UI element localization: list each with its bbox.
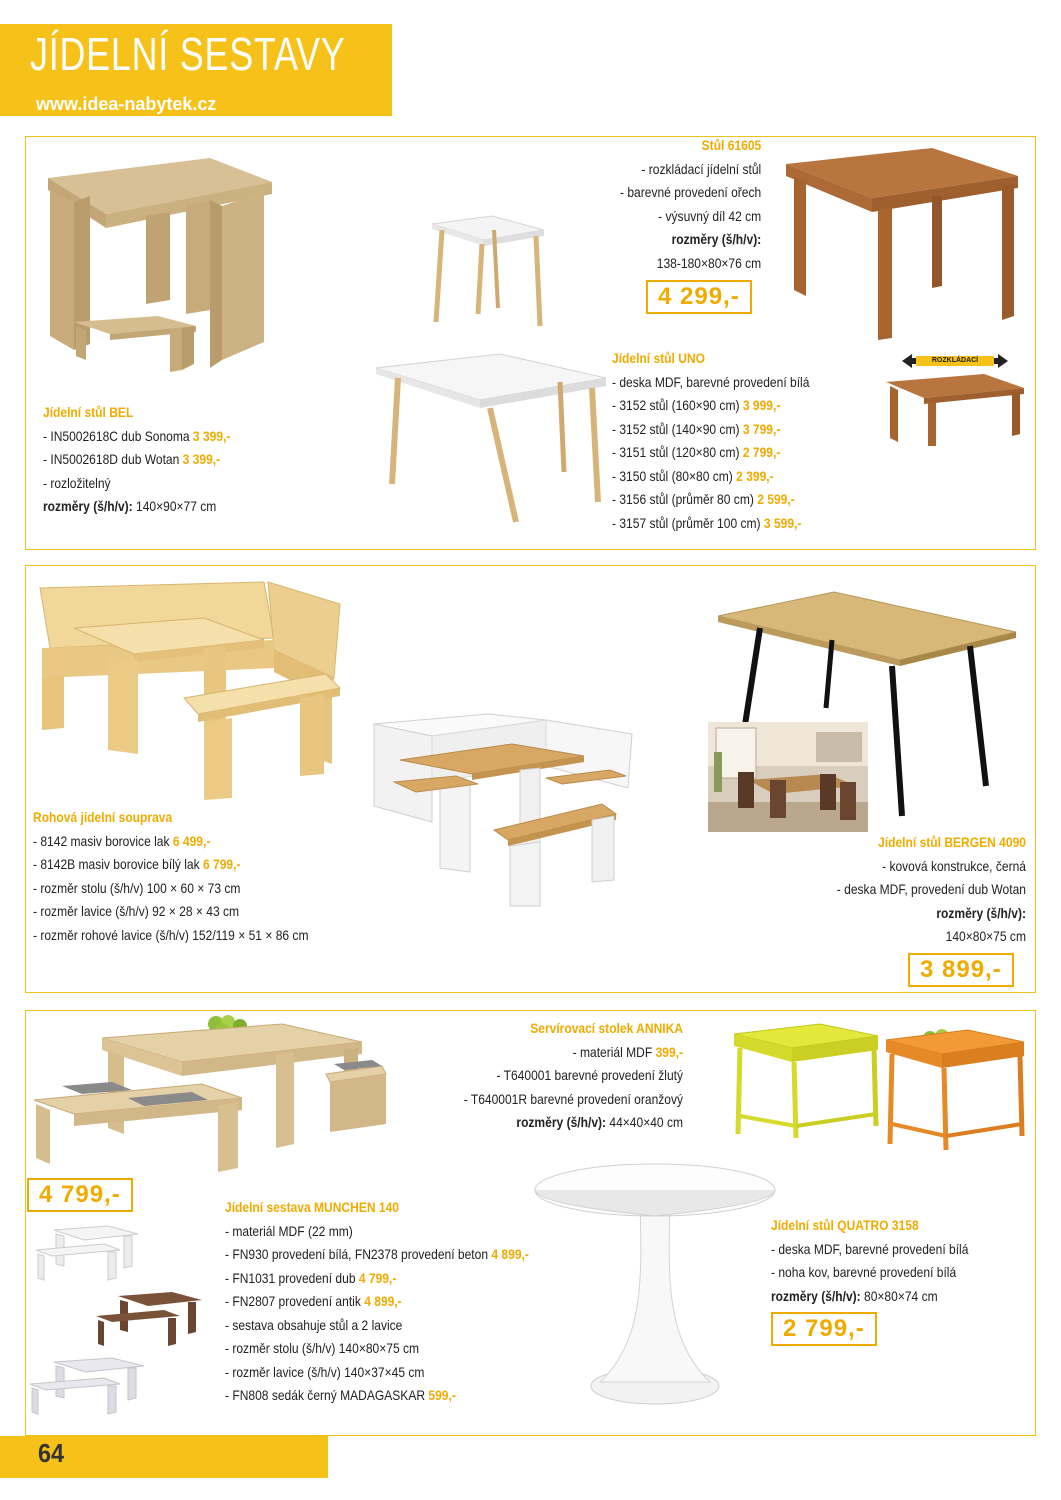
munchen-antik-variant-image	[28, 1358, 146, 1416]
annika-title: Servírovací stolek ANNIKA	[530, 1020, 683, 1036]
munchen-line: - FN1031 provedení dub 4 799,-	[225, 1269, 397, 1286]
bergen-description	[837, 831, 1026, 949]
stul61605-dims-label: rozměry (š/h/v):	[671, 231, 761, 247]
bergen-room-photo	[708, 722, 868, 832]
uno-line: - 3157 stůl (průměr 100 cm) 3 599,-	[612, 514, 802, 531]
munchen-line: - FN930 provedení bílá, FN2378 provedení beton 4 899,-	[225, 1246, 529, 1262]
stul61605-description	[620, 134, 761, 275]
quatro-table-image	[532, 1160, 778, 1416]
rohova-line: - rozměr stolu (š/h/v) 100 × 60 × 73 cm	[33, 879, 241, 896]
stul61605-line: - rozkládací jídelní stůl	[641, 160, 761, 177]
bergen-dims-value: 140×80×75 cm	[945, 928, 1026, 944]
bel-line: - IN5002618D dub Wotan 3 399,-	[43, 451, 221, 467]
uno-description	[612, 347, 809, 535]
bergen-line: - deska MDF, provedení dub Wotan	[836, 881, 1026, 897]
stul61605-dims-value: 138-180×80×76 cm	[656, 254, 761, 271]
stul61605-price: 4 299,-	[646, 280, 752, 314]
uno-title: Jídelní stůl UNO	[612, 350, 705, 366]
bergen-line: - kovová konstrukce, černá	[882, 857, 1026, 874]
annika-line: - T640001 barevné provedení žlutý	[496, 1067, 683, 1083]
rohova-line: - 8142B masiv borovice bílý lak 6 799,-	[33, 856, 241, 872]
quatro-description	[771, 1214, 968, 1308]
bel-description	[43, 401, 230, 519]
stul61605-extended-image	[884, 372, 1026, 448]
munchen-line: - FN808 sedák černý MADAGASKAR 599,-	[225, 1387, 456, 1403]
annika-yellow-image	[730, 1022, 882, 1140]
page-title: JÍDELNÍ SESTAVY	[30, 28, 346, 80]
uno-line: - deska MDF, barevné provedení bílá	[612, 373, 810, 390]
uno-line: - 3152 stůl (160×90 cm) 3 999,-	[612, 397, 781, 413]
munchen-line: - rozměr stolu (š/h/v) 140×80×75 cm	[225, 1340, 420, 1356]
quatro-title: Jídelní stůl QUATRO 3158	[771, 1217, 919, 1233]
stul61605-line: - výsuvný díl 42 cm	[657, 207, 761, 224]
munchen-description	[225, 1196, 529, 1408]
munchen-line: - materiál MDF (22 mm)	[225, 1222, 353, 1239]
stul61605-table-image	[782, 146, 1022, 342]
bergen-dims-label: rozměry (š/h/v):	[936, 904, 1026, 921]
bel-line: - IN5002618C dub Sonoma 3 399,-	[43, 427, 231, 444]
annika-dimensions: rozměry (š/h/v): 44×40×40 cm	[516, 1114, 683, 1130]
quatro-dimensions: rozměry (š/h/v): 80×80×74 cm	[771, 1287, 938, 1304]
bel-title: Jídelní stůl BEL	[43, 404, 134, 420]
munchen-set-image	[32, 1014, 388, 1184]
quatro-line: - noha kov, barevné provedení bílá	[771, 1264, 957, 1280]
bel-line: - rozložitelný	[43, 474, 111, 491]
annika-orange-image	[882, 1024, 1028, 1154]
rohova-description	[33, 806, 308, 947]
page-number: 64	[38, 1438, 65, 1468]
munchen-oak-variant-image	[94, 1292, 204, 1348]
bergen-price: 3 899,-	[908, 953, 1014, 987]
quatro-line: - deska MDF, barevné provedení bílá	[771, 1240, 969, 1257]
uno-table-image	[370, 352, 610, 528]
bel-table-extended-image	[70, 312, 200, 374]
rohova-pine-set-image	[34, 578, 346, 802]
annika-line: - T640001R barevné provedení oranžový	[463, 1090, 683, 1107]
rohova-line: - 8142 masiv borovice lak 6 499,-	[33, 832, 211, 849]
bel-dimensions: rozměry (š/h/v): 140×90×77 cm	[43, 498, 217, 514]
uno-square-table-image	[428, 214, 548, 334]
rohova-title: Rohová jídelní souprava	[33, 809, 173, 825]
munchen-line: - sestava obsahuje stůl a 2 lavice	[225, 1316, 403, 1333]
uno-line: - 3152 stůl (140×90 cm) 3 799,-	[612, 420, 781, 437]
stul61605-line: - barevné provedení ořech	[619, 184, 761, 200]
annika-line: - materiál MDF 399,-	[572, 1043, 683, 1060]
bergen-title: Jídelní stůl BERGEN 4090	[878, 834, 1026, 850]
rohova-line: - rozměr lavice (š/h/v) 92 × 28 × 43 cm	[33, 903, 240, 919]
stul61605-title: Stůl 61605	[701, 137, 761, 153]
munchen-price: 4 799,-	[27, 1178, 133, 1212]
quatro-price: 2 799,-	[771, 1312, 877, 1346]
munchen-title: Jídelní sestava MUNCHEN 140	[225, 1199, 399, 1215]
extendable-badge-label: ROZKLÁDACÍ	[931, 357, 979, 364]
rohova-line: - rozměr rohové lavice (š/h/v) 152/119 × 51 × 86 cm	[33, 926, 309, 943]
website-url[interactable]: www.idea-nabytek.cz	[36, 94, 217, 114]
munchen-line: - rozměr lavice (š/h/v) 140×37×45 cm	[225, 1363, 425, 1380]
munchen-line: - FN2807 provedení antik 4 899,-	[225, 1293, 402, 1309]
uno-line: - 3150 stůl (80×80 cm) 2 399,-	[612, 467, 774, 484]
annika-description	[464, 1017, 683, 1135]
uno-line: - 3151 stůl (120×80 cm) 2 799,-	[612, 444, 781, 460]
uno-line: - 3156 stůl (průměr 80 cm) 2 599,-	[612, 491, 795, 507]
munchen-white-variant-image	[34, 1226, 140, 1282]
rohova-white-set-image	[370, 712, 636, 908]
